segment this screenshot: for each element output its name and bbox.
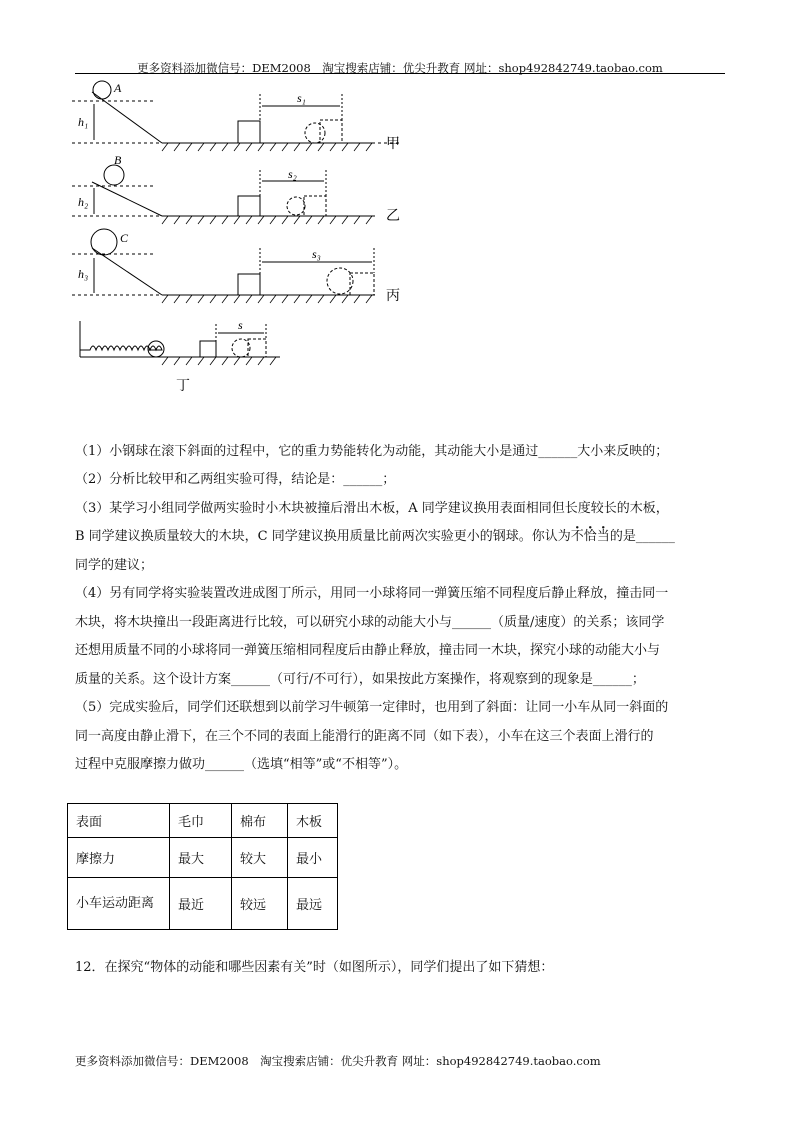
surface-friction-table xyxy=(67,803,338,930)
table-cell: 最远 xyxy=(288,878,338,930)
label-s1: s₁ xyxy=(297,91,306,105)
label-h2: h₂ xyxy=(78,195,89,209)
ball-A xyxy=(93,81,111,99)
table-cell: 表面 xyxy=(68,804,170,838)
table-cell: 木板 xyxy=(288,804,338,838)
ball-C xyxy=(91,229,117,255)
table-cell: 小车运动距离 xyxy=(68,878,170,930)
label-s: s xyxy=(238,318,243,332)
table-cell: 最大 xyxy=(170,838,232,878)
table-cell: 摩擦力 xyxy=(68,838,170,878)
q3-emphasis-1: 不 xyxy=(570,529,584,544)
label-bing: 丙 xyxy=(386,288,400,304)
question-12: 12．在探究“物体的动能和哪些因素有关”时（如图所示），同学们提出了如下猜想： xyxy=(75,960,554,975)
question-3-line-3: 同学的建议； xyxy=(75,558,154,573)
table-cell: 较远 xyxy=(232,878,288,930)
label-ding: 丁 xyxy=(176,378,190,394)
table-cell: 最近 xyxy=(170,878,232,930)
table-row xyxy=(68,804,338,838)
table-row xyxy=(68,838,338,878)
spring-ding xyxy=(80,346,162,350)
block-ghost-yi xyxy=(304,196,326,216)
label-C: C xyxy=(120,231,129,245)
ball-ghost-ding xyxy=(232,339,250,357)
page-footer: 更多资料添加微信号：DEM2008 淘宝搜索店铺：优尖升教育 网址：shop492842749.taobao.com xyxy=(75,1054,601,1068)
ball-ghost-jia xyxy=(305,123,325,143)
block-ghost-bing xyxy=(350,273,374,295)
label-jia: 甲 xyxy=(386,136,400,152)
question-1: （1）小钢球在滚下斜面的过程中，它的重力势能转化为动能，其动能大小是通过______大小来反映的； xyxy=(75,444,669,459)
block-ghost-jia xyxy=(320,120,342,143)
q3-text-a: B 同学建议换质量较大的木块，C 同学建议换用质量比前两次实验更小的钢球。你认为 xyxy=(75,529,571,544)
q3-emphasis-3: 当 xyxy=(596,529,610,544)
table-cell: 毛巾 xyxy=(170,804,232,838)
question-4-line-1: （4）另有同学将实验装置改进成图丁所示，用同一小球将同一弹簧压缩不同程度后静止释放，撞击同一 xyxy=(75,586,669,601)
question-4-line-3: 还想用质量不同的小球将同一弹簧压缩相同程度后由静止释放，撞击同一木块，探究小球的动能大小与 xyxy=(75,643,661,658)
experiment-figure xyxy=(70,78,410,398)
question-5-line-3: 过程中克服摩擦力做功______（选填“相等”或“不相等”）。 xyxy=(75,757,408,772)
table-cell: 棉布 xyxy=(232,804,288,838)
ball-B xyxy=(104,165,124,185)
label-h1: h₁ xyxy=(78,115,89,129)
question-2: （2）分析比较甲和乙两组实验可得，结论是：______； xyxy=(75,472,396,487)
question-3-line-1: （3）某学习小组同学做两实验时小木块被撞后滑出木板，A 同学建议换用表面相同但长度较长的木板， xyxy=(75,501,669,516)
label-s2: s₂ xyxy=(288,167,297,181)
label-A: A xyxy=(114,81,122,95)
table-row xyxy=(68,878,338,930)
table-cell: 最小 xyxy=(288,838,338,878)
block-ghost-ding xyxy=(248,339,266,357)
block-bing xyxy=(238,274,260,295)
question-4-line-2: 木块，将木块撞出一段距离进行比较，可以研究小球的动能大小与______（质量/速度）的关系；该同学 xyxy=(75,615,665,630)
q3-emphasis-2: 恰 xyxy=(583,529,597,544)
q3-text-b: 的是______ xyxy=(609,529,675,544)
ramp-yi xyxy=(92,182,162,216)
ball-ghost-yi xyxy=(287,197,305,215)
block-ding xyxy=(200,341,216,357)
question-5-line-1: （5）完成实验后，同学们还联想到以前学习牛顿第一定律时，也用到了斜面：让同一小车从同一斜面的 xyxy=(75,700,669,715)
block-yi xyxy=(238,196,260,216)
question-5-line-2: 同一高度由静止滑下，在三个不同的表面上能滑行的距离不同（如下表），小车在这三个表面上滑行的 xyxy=(75,729,654,744)
ball-ghost-bing xyxy=(327,268,353,294)
table-cell: 较大 xyxy=(232,838,288,878)
ramp-jia xyxy=(92,92,162,143)
question-4-line-4: 质量的关系。这个设计方案______（可行/不可行），如果按此方案操作，将观察到的现象是______； xyxy=(75,672,645,687)
label-s3: s₃ xyxy=(312,247,321,261)
page-header: 更多资料添加微信号：DEM2008 淘宝搜索店铺：优尖升教育 网址：shop492842749.taobao.com xyxy=(137,61,663,75)
question-3-line-2 xyxy=(75,523,735,552)
header-rule xyxy=(75,73,725,74)
label-h3: h₃ xyxy=(78,267,89,281)
label-B: B xyxy=(114,153,122,167)
block-jia xyxy=(238,121,260,143)
label-yi: 乙 xyxy=(386,208,400,224)
